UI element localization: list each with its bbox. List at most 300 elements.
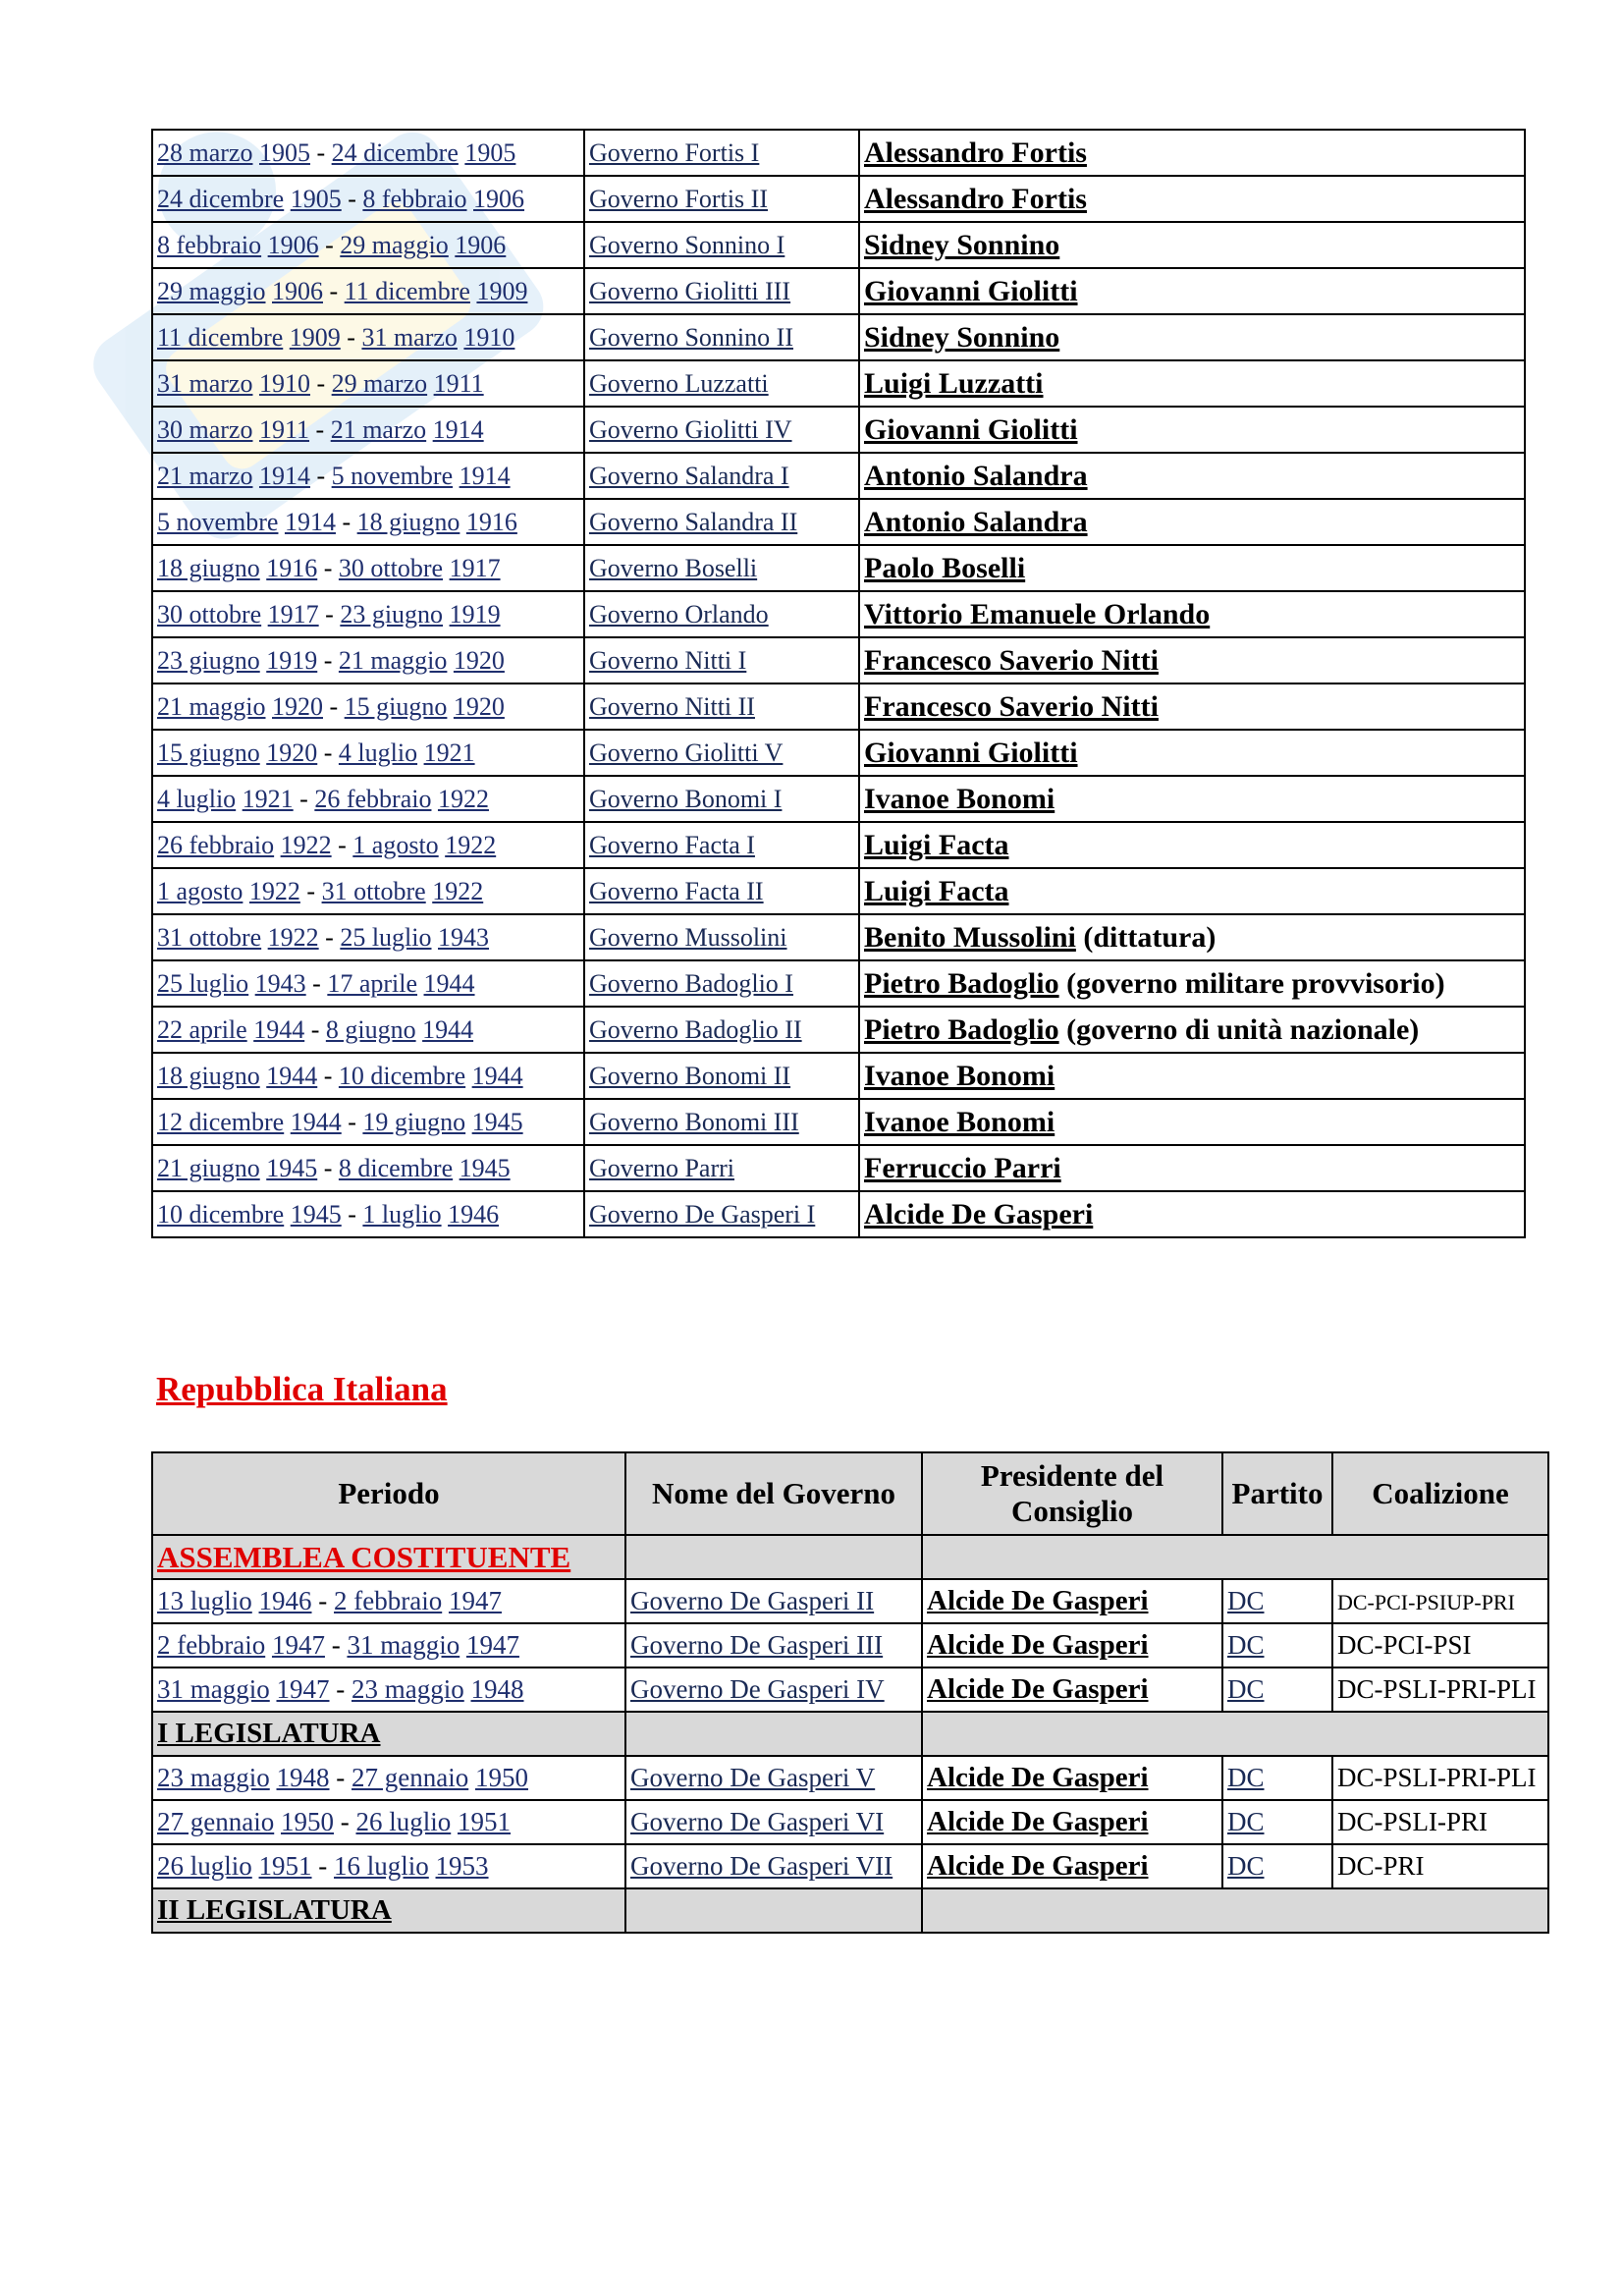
- header-nome-governo: Nome del Governo: [625, 1452, 922, 1535]
- year-link[interactable]: 1921: [423, 738, 475, 767]
- coalition-cell: [1332, 1623, 1548, 1667]
- president-cell: [859, 683, 1525, 730]
- president-link[interactable]: Alcide De Gasperi: [927, 1806, 1149, 1837]
- date-link[interactable]: 15 giugno: [157, 738, 260, 767]
- president-link[interactable]: Luigi Luzzatti: [864, 366, 1044, 400]
- year-link[interactable]: 1951: [458, 1807, 511, 1836]
- government-link[interactable]: Governo Fortis I: [589, 137, 760, 167]
- year-link[interactable]: 1922: [437, 784, 489, 813]
- president-link[interactable]: Alcide De Gasperi: [927, 1850, 1149, 1882]
- year-link[interactable]: 1910: [463, 322, 515, 352]
- year-link[interactable]: 1953: [435, 1851, 489, 1881]
- year-link[interactable]: 1944: [471, 1061, 523, 1090]
- year-link[interactable]: 1922: [280, 830, 332, 859]
- year-link[interactable]: 1909: [476, 276, 528, 305]
- period-cell: 18 giugno 1916 - 30 ottobre 1917: [152, 545, 584, 591]
- government-link[interactable]: Governo Facta I: [589, 830, 755, 859]
- coalition-cell: [1332, 1579, 1548, 1623]
- date-link[interactable]: 23 giugno: [340, 599, 444, 629]
- table-row: [152, 499, 1525, 545]
- year-link[interactable]: 1922: [267, 922, 319, 952]
- period-cell: 30 marzo 1911 - 21 marzo 1914: [152, 407, 584, 453]
- table-row: [152, 1007, 1525, 1053]
- table-row: [152, 545, 1525, 591]
- year-link[interactable]: 1911: [433, 368, 484, 398]
- year-link[interactable]: 1906: [455, 230, 507, 259]
- president-cell: [859, 776, 1525, 822]
- government-link[interactable]: Governo Mussolini: [589, 922, 787, 952]
- period-cell: 28 marzo 1905 - 24 dicembre 1905: [152, 130, 584, 176]
- coalition-text: DC-PCI-PSI: [1337, 1630, 1472, 1660]
- government-link[interactable]: Governo Salandra II: [589, 507, 798, 536]
- government-cell: [584, 637, 859, 683]
- date-link[interactable]: 18 giugno: [356, 507, 460, 536]
- president-link[interactable]: Alessandro Fortis: [864, 182, 1087, 215]
- president-link[interactable]: Giovanni Giolitti: [864, 274, 1078, 307]
- table-row: [152, 1579, 1548, 1623]
- empty-cell: [922, 1888, 1548, 1933]
- government-cell: [625, 1623, 922, 1667]
- year-link[interactable]: 1944: [290, 1107, 342, 1136]
- period-cell: 5 novembre 1914 - 18 giugno 1916: [152, 499, 584, 545]
- president-link[interactable]: Giovanni Giolitti: [864, 412, 1078, 446]
- date-link[interactable]: 16 luglio: [334, 1851, 429, 1881]
- president-cell: [859, 453, 1525, 499]
- year-link[interactable]: 1946: [258, 1586, 312, 1615]
- date-link[interactable]: 8 dicembre: [338, 1153, 454, 1182]
- date-link[interactable]: 31 maggio: [347, 1630, 460, 1660]
- year-link[interactable]: 1951: [258, 1851, 312, 1881]
- president-cell: [859, 360, 1525, 407]
- empty-cell: [625, 1535, 922, 1579]
- date-link[interactable]: 31 marzo: [361, 322, 458, 352]
- section-label: I LEGISLATURA: [157, 1718, 381, 1749]
- date-link[interactable]: 24 dicembre: [331, 137, 459, 167]
- government-cell: [584, 730, 859, 776]
- table-row: [152, 822, 1525, 868]
- date-link[interactable]: 26 febbraio: [157, 830, 275, 859]
- president-link[interactable]: Ivanoe Bonomi: [864, 1059, 1055, 1092]
- table-row: [152, 1053, 1525, 1099]
- date-link[interactable]: 31 maggio: [157, 1674, 270, 1704]
- president-link[interactable]: Antonio Salandra: [864, 459, 1088, 492]
- year-link[interactable]: 1921: [242, 784, 294, 813]
- period-cell: 21 giugno 1945 - 8 dicembre 1945: [152, 1145, 584, 1191]
- date-link[interactable]: 2 febbraio: [334, 1586, 443, 1615]
- table-row: [152, 222, 1525, 268]
- president-link[interactable]: Alessandro Fortis: [864, 136, 1087, 169]
- date-link[interactable]: 31 ottobre: [157, 922, 262, 952]
- government-link[interactable]: Governo Nitti I: [589, 645, 747, 675]
- year-link[interactable]: 1944: [423, 968, 475, 998]
- coalition-text: DC-PSLI-PRI: [1337, 1807, 1488, 1836]
- table-row: [152, 453, 1525, 499]
- empty-cell: [625, 1712, 922, 1756]
- government-link[interactable]: Governo Facta II: [589, 876, 764, 905]
- year-link[interactable]: 1905: [290, 184, 342, 213]
- president-note: (governo militare provvisorio): [1058, 966, 1445, 1000]
- president-link[interactable]: Alcide De Gasperi: [927, 1762, 1149, 1793]
- section-row: [152, 1535, 1548, 1579]
- party-cell: [1222, 1667, 1332, 1712]
- period-cell: 8 febbraio 1906 - 29 maggio 1906: [152, 222, 584, 268]
- date-link[interactable]: 12 dicembre: [157, 1107, 285, 1136]
- date-link[interactable]: 23 maggio: [352, 1674, 464, 1704]
- party-cell: [1222, 1756, 1332, 1800]
- section-label-cell: [152, 1712, 625, 1756]
- regno-governi-table: [151, 129, 1526, 1238]
- government-link[interactable]: Governo Fortis II: [589, 184, 768, 213]
- year-link[interactable]: 1945: [290, 1199, 342, 1229]
- date-link[interactable]: 30 marzo: [157, 414, 253, 444]
- government-link[interactable]: Governo Boselli: [589, 553, 758, 582]
- party-link[interactable]: DC: [1227, 1674, 1265, 1704]
- president-link[interactable]: Alcide De Gasperi: [927, 1673, 1149, 1705]
- year-link[interactable]: 1920: [266, 738, 318, 767]
- government-link[interactable]: Governo Badoglio II: [589, 1014, 802, 1044]
- president-link[interactable]: Alcide De Gasperi: [927, 1585, 1149, 1616]
- government-link[interactable]: Governo Orlando: [589, 599, 769, 629]
- year-link[interactable]: 1945: [471, 1107, 523, 1136]
- party-link[interactable]: DC: [1227, 1851, 1265, 1881]
- government-cell: [584, 868, 859, 914]
- party-cell: [1222, 1800, 1332, 1844]
- year-link[interactable]: 1943: [438, 922, 489, 952]
- government-cell: [584, 314, 859, 360]
- date-link[interactable]: 21 giugno: [157, 1153, 260, 1182]
- year-link[interactable]: 1948: [470, 1674, 524, 1704]
- year-link[interactable]: 1944: [422, 1014, 474, 1044]
- government-cell: [584, 176, 859, 222]
- government-cell: [584, 1145, 859, 1191]
- period-cell: 10 dicembre 1945 - 1 luglio 1946: [152, 1191, 584, 1237]
- date-link[interactable]: 23 giugno: [157, 645, 260, 675]
- president-link[interactable]: Sidney Sonnino: [864, 320, 1060, 354]
- date-link[interactable]: 26 febbraio: [314, 784, 432, 813]
- year-link[interactable]: 1948: [276, 1763, 330, 1792]
- date-link[interactable]: 1 agosto: [352, 830, 439, 859]
- date-link[interactable]: 11 dicembre: [344, 276, 470, 305]
- government-link[interactable]: Governo Badoglio I: [589, 968, 793, 998]
- year-link[interactable]: 1911: [258, 414, 310, 444]
- government-cell: [584, 822, 859, 868]
- president-link[interactable]: Ivanoe Bonomi: [864, 1105, 1055, 1138]
- year-link[interactable]: 1917: [267, 599, 319, 629]
- period-cell: 31 marzo 1910 - 29 marzo 1911: [152, 360, 584, 407]
- date-link[interactable]: 18 giugno: [157, 1061, 260, 1090]
- president-link[interactable]: Francesco Saverio Nitti: [864, 643, 1159, 677]
- date-link[interactable]: 4 luglio: [157, 784, 237, 813]
- government-link[interactable]: Governo De Gasperi I: [589, 1199, 816, 1229]
- year-link[interactable]: 1943: [254, 968, 306, 998]
- party-link[interactable]: DC: [1227, 1630, 1265, 1660]
- government-link[interactable]: Governo De Gasperi IV: [630, 1674, 885, 1704]
- year-link[interactable]: 1922: [445, 830, 497, 859]
- period-cell: 26 luglio 1951 - 16 luglio 1953: [152, 1844, 625, 1888]
- government-link[interactable]: Governo De Gasperi VI: [630, 1807, 885, 1836]
- section-row: [152, 1712, 1548, 1756]
- period-cell: 21 maggio 1920 - 15 giugno 1920: [152, 683, 584, 730]
- government-cell: [584, 222, 859, 268]
- date-link[interactable]: 19 giugno: [362, 1107, 466, 1136]
- date-link[interactable]: 18 giugno: [157, 553, 260, 582]
- president-link[interactable]: Pietro Badoglio: [864, 966, 1059, 1000]
- government-link[interactable]: Governo De Gasperi V: [630, 1763, 876, 1792]
- year-link[interactable]: 1922: [432, 876, 484, 905]
- government-link[interactable]: Governo Sonnino I: [589, 230, 785, 259]
- date-link[interactable]: 31 marzo: [157, 368, 253, 398]
- date-link[interactable]: 28 marzo: [157, 137, 253, 167]
- president-cell: [859, 1191, 1525, 1237]
- government-link[interactable]: Governo Luzzatti: [589, 368, 769, 398]
- party-cell: [1222, 1844, 1332, 1888]
- date-link[interactable]: 1 luglio: [362, 1199, 442, 1229]
- president-link[interactable]: Giovanni Giolitti: [864, 736, 1078, 769]
- president-link[interactable]: Ivanoe Bonomi: [864, 782, 1055, 815]
- date-link[interactable]: 8 giugno: [325, 1014, 416, 1044]
- date-link[interactable]: 29 marzo: [331, 368, 428, 398]
- date-link[interactable]: 13 luglio: [157, 1586, 252, 1615]
- coalition-text: DC-PCI-PSIUP-PRI: [1337, 1590, 1515, 1614]
- government-link[interactable]: Governo Giolitti IV: [589, 414, 792, 444]
- table-row: [152, 407, 1525, 453]
- year-link[interactable]: 1944: [253, 1014, 305, 1044]
- government-link[interactable]: Governo Bonomi I: [589, 784, 783, 813]
- date-link[interactable]: 8 febbraio: [362, 184, 467, 213]
- period-cell: 12 dicembre 1944 - 19 giugno 1945: [152, 1099, 584, 1145]
- period-cell: 31 ottobre 1922 - 25 luglio 1943: [152, 914, 584, 960]
- date-link[interactable]: 10 dicembre: [157, 1199, 285, 1229]
- government-link[interactable]: Governo Salandra I: [589, 461, 789, 490]
- table-row: [152, 130, 1525, 176]
- government-cell: [584, 453, 859, 499]
- year-link[interactable]: 1919: [266, 645, 318, 675]
- government-cell: [625, 1800, 922, 1844]
- date-link[interactable]: 21 marzo: [330, 414, 427, 444]
- year-link[interactable]: 1906: [473, 184, 525, 213]
- year-link[interactable]: 1947: [465, 1630, 519, 1660]
- table-row: [152, 1800, 1548, 1844]
- president-cell: [859, 314, 1525, 360]
- year-link[interactable]: 1905: [258, 137, 310, 167]
- date-link[interactable]: 26 luglio: [157, 1851, 252, 1881]
- president-cell: [859, 1007, 1525, 1053]
- government-link[interactable]: Governo Bonomi II: [589, 1061, 791, 1090]
- government-cell: [584, 1053, 859, 1099]
- date-link[interactable]: 30 ottobre: [338, 553, 444, 582]
- year-link[interactable]: 1914: [432, 414, 484, 444]
- year-link[interactable]: 1950: [280, 1807, 334, 1836]
- party-link[interactable]: DC: [1227, 1807, 1265, 1836]
- president-cell: [859, 222, 1525, 268]
- period-cell: 24 dicembre 1905 - 8 febbraio 1906: [152, 176, 584, 222]
- year-link[interactable]: 1909: [289, 322, 341, 352]
- date-link[interactable]: 17 aprile: [327, 968, 418, 998]
- date-link[interactable]: 29 maggio: [340, 230, 449, 259]
- year-link[interactable]: 1920: [453, 691, 505, 721]
- period-cell: 13 luglio 1946 - 2 febbraio 1947: [152, 1579, 625, 1623]
- date-link[interactable]: 26 luglio: [355, 1807, 452, 1836]
- section-label-cell: [152, 1888, 625, 1933]
- president-link[interactable]: Luigi Facta: [864, 874, 1009, 907]
- date-link[interactable]: 2 febbraio: [157, 1630, 266, 1660]
- date-link[interactable]: 21 marzo: [157, 461, 253, 490]
- year-link[interactable]: 1906: [267, 230, 319, 259]
- date-link[interactable]: 29 maggio: [157, 276, 266, 305]
- government-cell: [584, 499, 859, 545]
- year-link[interactable]: 1950: [474, 1763, 528, 1792]
- date-link[interactable]: 8 febbraio: [157, 230, 262, 259]
- year-link[interactable]: 1920: [453, 645, 505, 675]
- year-link[interactable]: 1906: [272, 276, 323, 305]
- president-cell: [859, 268, 1525, 314]
- coalition-cell: [1332, 1667, 1548, 1712]
- coalition-text: DC-PSLI-PRI-PLI: [1337, 1674, 1537, 1704]
- table-row: [152, 176, 1525, 222]
- coalition-cell: [1332, 1756, 1548, 1800]
- date-link[interactable]: 10 dicembre: [338, 1061, 466, 1090]
- president-link[interactable]: Antonio Salandra: [864, 505, 1088, 538]
- president-cell: [922, 1756, 1222, 1800]
- year-link[interactable]: 1947: [448, 1586, 502, 1615]
- table-row: [152, 960, 1525, 1007]
- president-link[interactable]: Alcide De Gasperi: [864, 1197, 1094, 1230]
- date-link[interactable]: 1 agosto: [157, 876, 243, 905]
- table-row: [152, 1756, 1548, 1800]
- year-link[interactable]: 1922: [248, 876, 300, 905]
- government-cell: [584, 1007, 859, 1053]
- president-cell: [859, 1145, 1525, 1191]
- year-link[interactable]: 1947: [271, 1630, 325, 1660]
- year-link[interactable]: 1945: [266, 1153, 318, 1182]
- table-row: [152, 776, 1525, 822]
- government-link[interactable]: Governo De Gasperi III: [630, 1630, 884, 1660]
- date-link[interactable]: 11 dicembre: [157, 322, 284, 352]
- period-cell: 29 maggio 1906 - 11 dicembre 1909: [152, 268, 584, 314]
- president-cell: [859, 499, 1525, 545]
- government-link[interactable]: Governo Sonnino II: [589, 322, 793, 352]
- year-link[interactable]: 1910: [258, 368, 310, 398]
- period-cell: 25 luglio 1943 - 17 aprile 1944: [152, 960, 584, 1007]
- government-link[interactable]: Governo De Gasperi VII: [630, 1851, 893, 1881]
- date-link[interactable]: 21 maggio: [157, 691, 266, 721]
- year-link[interactable]: 1946: [448, 1199, 500, 1229]
- president-link[interactable]: Benito Mussolini: [864, 920, 1076, 954]
- president-link[interactable]: Sidney Sonnino: [864, 228, 1060, 261]
- year-link[interactable]: 1916: [465, 507, 517, 536]
- year-link[interactable]: 1916: [266, 553, 318, 582]
- table-row: [152, 637, 1525, 683]
- period-cell: 30 ottobre 1917 - 23 giugno 1919: [152, 591, 584, 637]
- government-cell: [584, 407, 859, 453]
- government-cell: [584, 960, 859, 1007]
- repubblica-title: Repubblica Italiana: [156, 1370, 448, 1408]
- date-link[interactable]: 5 novembre: [331, 461, 454, 490]
- government-link[interactable]: Governo De Gasperi II: [630, 1586, 875, 1615]
- year-link[interactable]: 1905: [464, 137, 516, 167]
- empty-cell: [625, 1888, 922, 1933]
- government-link[interactable]: Governo Giolitti V: [589, 738, 784, 767]
- government-cell: [584, 683, 859, 730]
- date-link[interactable]: 27 gennaio: [157, 1807, 275, 1836]
- president-link[interactable]: Vittorio Emanuele Orlando: [864, 597, 1211, 630]
- party-cell: [1222, 1623, 1332, 1667]
- president-cell: [859, 545, 1525, 591]
- president-link[interactable]: Pietro Badoglio: [864, 1012, 1059, 1046]
- president-link[interactable]: Luigi Facta: [864, 828, 1009, 861]
- year-link[interactable]: 1919: [449, 599, 501, 629]
- date-link[interactable]: 31 ottobre: [321, 876, 426, 905]
- date-link[interactable]: 27 gennaio: [352, 1763, 469, 1792]
- year-link[interactable]: 1914: [258, 461, 310, 490]
- coalition-cell: [1332, 1844, 1548, 1888]
- party-link[interactable]: DC: [1227, 1586, 1265, 1615]
- date-link[interactable]: 23 maggio: [157, 1763, 270, 1792]
- year-link[interactable]: 1914: [459, 461, 511, 490]
- president-link[interactable]: Paolo Boselli: [864, 551, 1026, 584]
- date-link[interactable]: 25 luglio: [157, 968, 249, 998]
- government-link[interactable]: Governo Nitti II: [589, 691, 755, 721]
- president-link[interactable]: Francesco Saverio Nitti: [864, 689, 1159, 723]
- date-link[interactable]: 22 aprile: [157, 1014, 247, 1044]
- president-cell: [859, 637, 1525, 683]
- president-cell: [859, 822, 1525, 868]
- date-link[interactable]: 25 luglio: [340, 922, 432, 952]
- government-link[interactable]: Governo Bonomi III: [589, 1107, 799, 1136]
- year-link[interactable]: 1914: [284, 507, 336, 536]
- government-cell: [584, 1099, 859, 1145]
- header-coalizione: Coalizione: [1332, 1452, 1548, 1535]
- table-row: [152, 1191, 1525, 1237]
- government-cell: [584, 268, 859, 314]
- year-link[interactable]: 1917: [449, 553, 501, 582]
- president-link[interactable]: Ferruccio Parri: [864, 1151, 1061, 1184]
- date-link[interactable]: 4 luglio: [338, 738, 418, 767]
- period-cell: 23 giugno 1919 - 21 maggio 1920: [152, 637, 584, 683]
- government-cell: [584, 1191, 859, 1237]
- period-cell: 2 febbraio 1947 - 31 maggio 1947: [152, 1623, 625, 1667]
- government-cell: [584, 914, 859, 960]
- section-row: [152, 1888, 1548, 1933]
- period-cell: 27 gennaio 1950 - 26 luglio 1951: [152, 1800, 625, 1844]
- date-link[interactable]: 15 giugno: [344, 691, 448, 721]
- president-link[interactable]: Alcide De Gasperi: [927, 1629, 1149, 1661]
- government-cell: [584, 591, 859, 637]
- year-link[interactable]: 1945: [459, 1153, 511, 1182]
- year-link[interactable]: 1944: [266, 1061, 318, 1090]
- government-link[interactable]: Governo Giolitti III: [589, 276, 791, 305]
- president-cell: [922, 1667, 1222, 1712]
- president-cell: [859, 407, 1525, 453]
- year-link[interactable]: 1920: [272, 691, 323, 721]
- period-cell: 31 maggio 1947 - 23 maggio 1948: [152, 1667, 625, 1712]
- table-row: [152, 1145, 1525, 1191]
- government-link[interactable]: Governo Parri: [589, 1153, 735, 1182]
- date-link[interactable]: 24 dicembre: [157, 184, 285, 213]
- period-cell: 15 giugno 1920 - 4 luglio 1921: [152, 730, 584, 776]
- period-cell: 4 luglio 1921 - 26 febbraio 1922: [152, 776, 584, 822]
- government-cell: [625, 1579, 922, 1623]
- table-row: [152, 360, 1525, 407]
- president-cell: [859, 1053, 1525, 1099]
- section-label: II LEGISLATURA: [157, 1894, 392, 1926]
- coalition-cell: [1332, 1800, 1548, 1844]
- party-link[interactable]: DC: [1227, 1763, 1265, 1792]
- date-link[interactable]: 5 novembre: [157, 507, 279, 536]
- date-link[interactable]: 30 ottobre: [157, 599, 262, 629]
- date-link[interactable]: 21 maggio: [338, 645, 448, 675]
- year-link[interactable]: 1947: [276, 1674, 330, 1704]
